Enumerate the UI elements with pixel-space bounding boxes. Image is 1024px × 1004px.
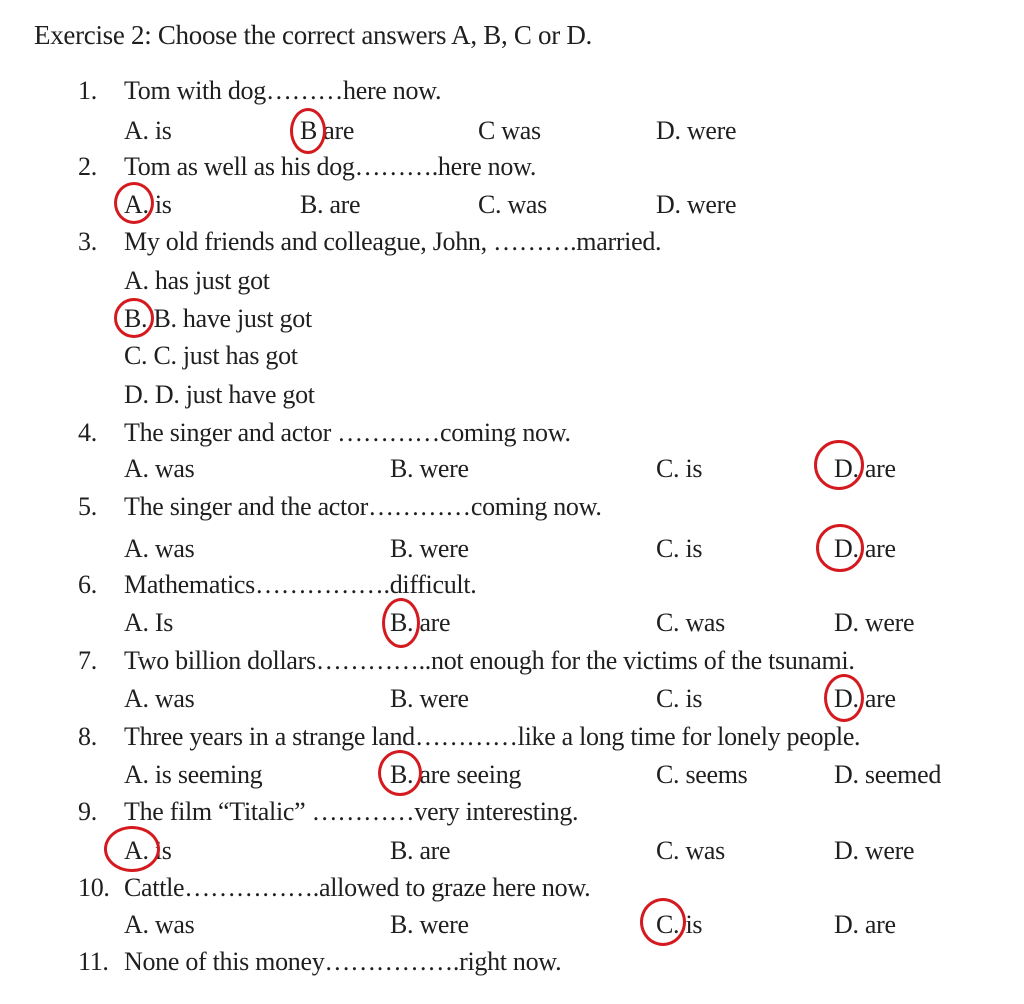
option-b[interactable]: B. were: [390, 454, 469, 483]
option-a[interactable]: A. is: [124, 116, 172, 145]
answer-circle-q9: [104, 826, 160, 872]
option-b[interactable]: B. B. have just got: [124, 304, 312, 333]
option-b[interactable]: B. are seeing: [390, 760, 522, 789]
option-b[interactable]: B are: [300, 116, 355, 145]
option-a[interactable]: A. was: [124, 684, 195, 713]
question-number: 1.: [78, 76, 97, 105]
question-number: 3.: [78, 227, 97, 256]
option-a[interactable]: A. Is: [124, 608, 174, 637]
option-d[interactable]: D. were: [834, 608, 915, 637]
option-d[interactable]: D. are: [834, 910, 896, 939]
option-c[interactable]: C. is: [656, 910, 703, 939]
answer-circle-q4: [814, 440, 864, 490]
question-text: Tom as well as his dog……….here now.: [124, 152, 537, 181]
option-c[interactable]: C was: [478, 116, 541, 145]
option-b[interactable]: B. are: [390, 836, 451, 865]
option-a[interactable]: A. is seeming: [124, 760, 263, 789]
question-number: 6.: [78, 570, 97, 599]
option-b[interactable]: B. were: [390, 684, 469, 713]
option-b[interactable]: B. are: [390, 608, 451, 637]
option-c[interactable]: C. is: [656, 454, 703, 483]
option-c[interactable]: C. is: [656, 534, 703, 563]
question-text: Cattle…………….allowed to graze here now.: [124, 873, 591, 902]
exercise-title: Exercise 2: Choose the correct answers A, B, C or D.: [34, 20, 593, 50]
answer-circle-q7: [824, 674, 864, 722]
question-number: 8.: [78, 722, 97, 751]
question-number: 11.: [78, 947, 109, 976]
option-d[interactable]: D. D. just have got: [124, 380, 315, 409]
answer-circle-q2: [114, 182, 154, 224]
option-d[interactable]: D. are: [834, 454, 896, 483]
option-b[interactable]: B. are: [300, 190, 361, 219]
question-text: Mathematics…………….difficult.: [124, 570, 477, 599]
option-a[interactable]: A. is: [124, 190, 172, 219]
question-number: 2.: [78, 152, 97, 181]
question-text: Three years in a strange land…………like a long time for lonely people.: [124, 722, 861, 751]
answer-circle-q10: [640, 898, 686, 946]
question-number: 5.: [78, 492, 97, 521]
option-a[interactable]: A. was: [124, 910, 195, 939]
question-text: None of this money…………….right now.: [124, 947, 562, 976]
option-d[interactable]: D. are: [834, 534, 896, 563]
option-b[interactable]: B. were: [390, 910, 469, 939]
question-text: The film “Titalic” …………very interesting.: [124, 797, 579, 826]
question-text: Tom with dog………here now.: [124, 76, 442, 105]
answer-circle-q6: [382, 598, 420, 648]
option-c[interactable]: C. is: [656, 684, 703, 713]
option-d[interactable]: D. were: [656, 190, 737, 219]
question-text: My old friends and colleague, John, ……….married.: [124, 227, 662, 256]
option-c[interactable]: C. was: [656, 608, 725, 637]
option-d[interactable]: D. were: [656, 116, 737, 145]
option-a[interactable]: A. was: [124, 454, 195, 483]
question-number: 10.: [78, 873, 110, 902]
option-a[interactable]: A. is: [124, 836, 172, 865]
question-number: 4.: [78, 418, 97, 447]
option-b[interactable]: B. were: [390, 534, 469, 563]
answer-circle-q5: [816, 524, 864, 572]
question-text: Two billion dollars…………..not enough for the victims of the tsunami.: [124, 646, 855, 675]
answer-circle-q1: [290, 108, 326, 154]
answer-circle-q8: [378, 750, 422, 796]
option-c[interactable]: C. seems: [656, 760, 748, 789]
question-text: The singer and actor …………coming now.: [124, 418, 571, 447]
option-c[interactable]: C. C. just has got: [124, 341, 298, 370]
question-number: 7.: [78, 646, 97, 675]
option-d[interactable]: D. were: [834, 836, 915, 865]
option-d[interactable]: D. seemed: [834, 760, 942, 789]
option-d[interactable]: D. are: [834, 684, 896, 713]
option-a[interactable]: A. was: [124, 534, 195, 563]
question-number: 9.: [78, 797, 97, 826]
question-text: The singer and the actor…………coming now.: [124, 492, 602, 521]
option-c[interactable]: C. was: [478, 190, 547, 219]
option-a[interactable]: A. has just got: [124, 266, 270, 295]
option-c[interactable]: C. was: [656, 836, 725, 865]
answer-circle-q3: [114, 298, 154, 338]
option-text: B. have just got: [153, 304, 312, 333]
